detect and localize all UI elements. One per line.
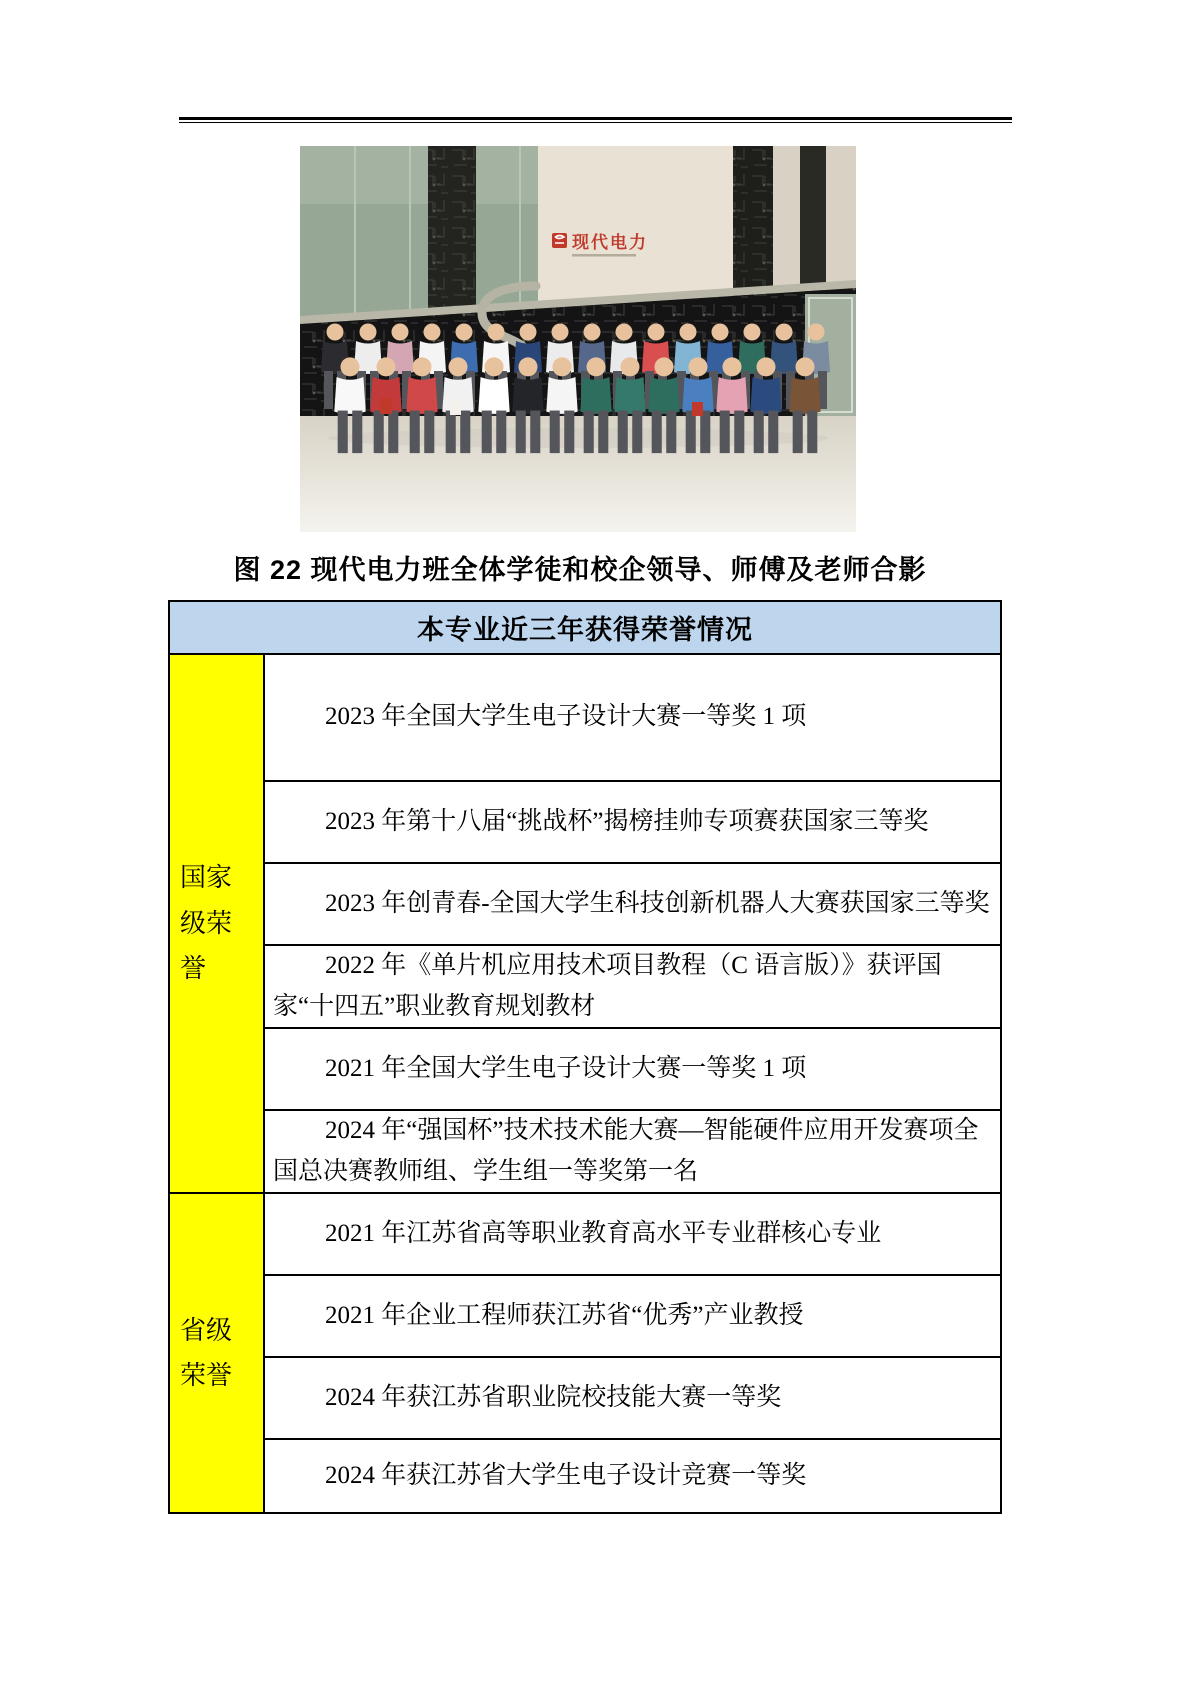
- honor-item-national-6: 2024 年“强国杯”技术技术能大赛—智能硬件应用开发赛项全国总决赛教师组、学生组一等奖第一名: [264, 1110, 1001, 1193]
- honor-item-national-3: 2023 年创青春-全国大学生科技创新机器人大赛获国家三等奖: [264, 863, 1001, 945]
- honor-item-national-1: 2023 年全国大学生电子设计大赛一等奖 1 项: [264, 654, 1001, 781]
- honor-item-provincial-3: 2024 年获江苏省职业院校技能大赛一等奖: [264, 1357, 1001, 1439]
- group-photo: [300, 146, 856, 532]
- page-header-rule: [179, 117, 1012, 123]
- category-cell-national: 国家级荣誉: [169, 654, 264, 1193]
- honor-item-national-2: 2023 年第十八届“挑战杯”揭榜挂帅专项赛获国家三等奖: [264, 781, 1001, 863]
- group-photo-illustration: [300, 146, 856, 532]
- honors-table-title: 本专业近三年获得荣誉情况: [169, 601, 1001, 654]
- honor-item-national-5: 2021 年全国大学生电子设计大赛一等奖 1 项: [264, 1028, 1001, 1110]
- honor-item-national-4: 2022 年《单片机应用技术项目教程（C 语言版）》获评国家“十四五”职业教育规划教材: [264, 945, 1001, 1028]
- honor-item-provincial-2: 2021 年企业工程师获江苏省“优秀”产业教授: [264, 1275, 1001, 1357]
- honor-item-provincial-1: 2021 年江苏省高等职业教育高水平专业群核心专业: [264, 1193, 1001, 1275]
- honors-table: [168, 600, 1002, 1514]
- category-cell-provincial: 省级荣誉: [169, 1193, 264, 1513]
- company-logo-text: 现代电力: [572, 233, 648, 252]
- figure-caption: 图 22 现代电力班全体学徒和校企领导、师傅及老师合影: [233, 555, 927, 585]
- honor-item-provincial-4: 2024 年获江苏省大学生电子设计竞赛一等奖: [264, 1439, 1001, 1513]
